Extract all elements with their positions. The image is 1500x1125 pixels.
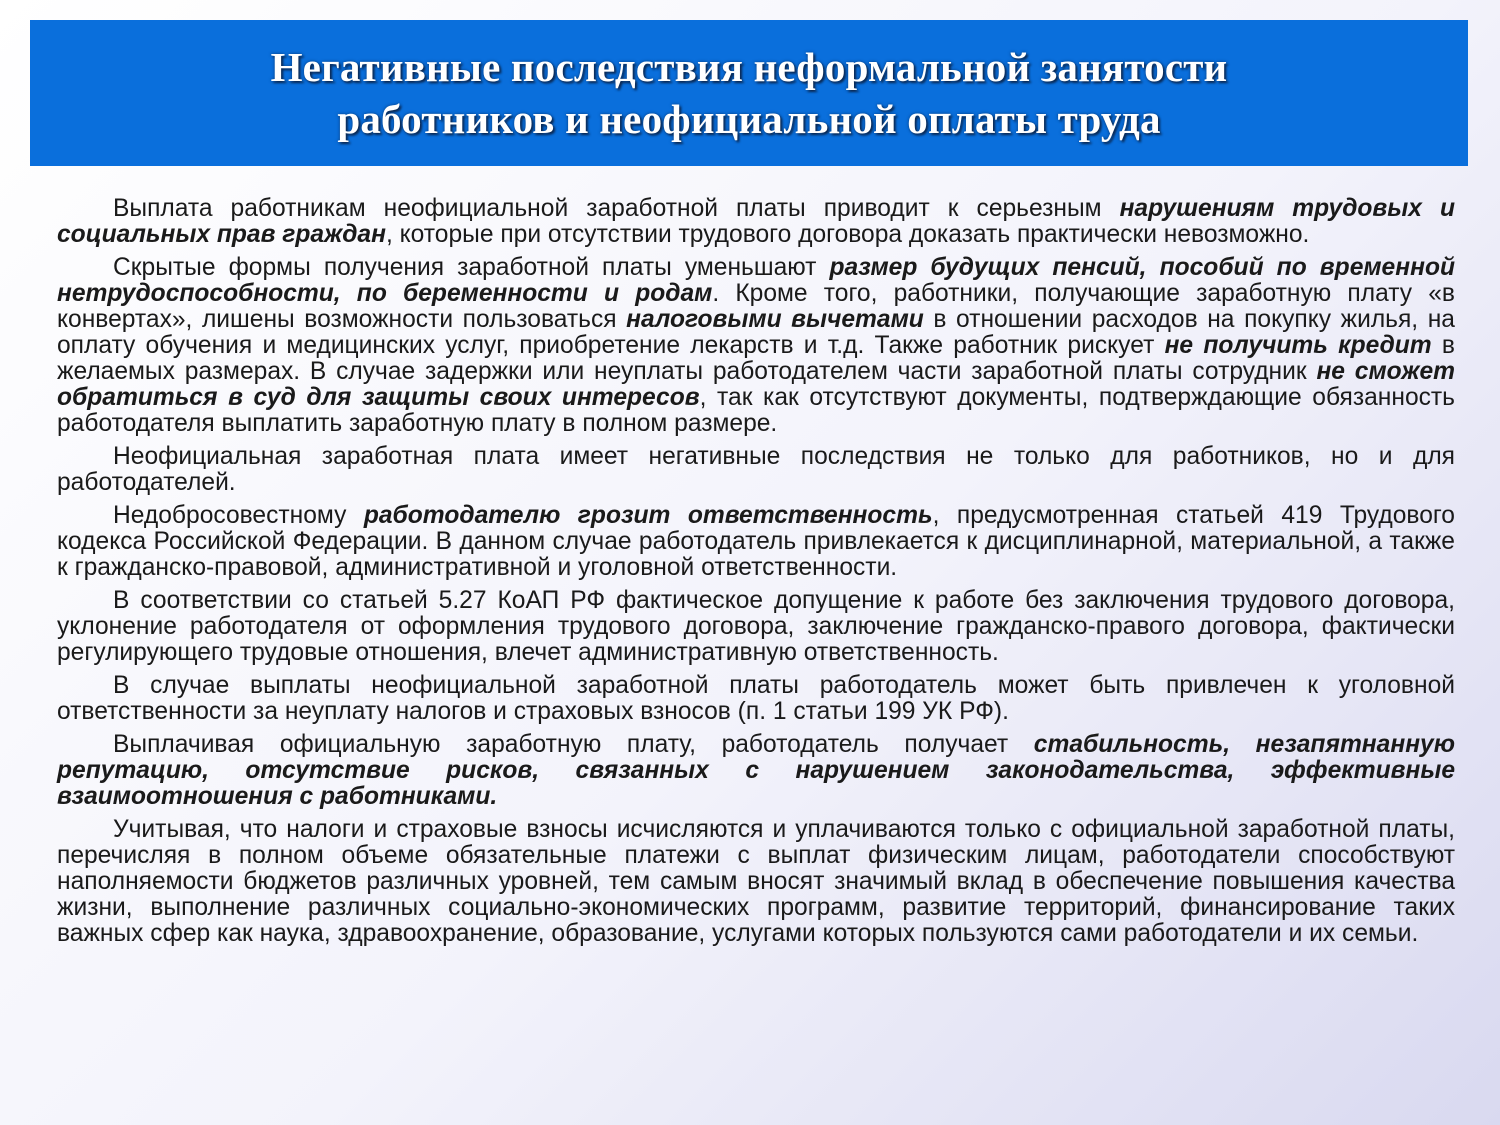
paragraph-text: Неофициальная заработная плата имеет негативные последствия не только для работников, но и для работодателей. — [57, 443, 1455, 496]
title-banner — [30, 20, 1468, 166]
emphasis-text: размер будущих пенсий, пособий по временной нетрудоспособности, по беременности и родам — [57, 254, 1455, 307]
paragraph-text: в отношении расходов на покупку жилья, на оплату обучения и медицинских услуг, приобретение лекарств и т.д. Также работник рискует — [57, 306, 1455, 359]
paragraph-2 — [57, 255, 1455, 437]
paragraph-text: . Кроме того, работники, получающие заработную плату «в конвертах», лишены возможности пользоваться — [57, 280, 1456, 333]
paragraph-text: , так как отсутствуют документы, подтверждающие обязанность работодателя выплатить заработную плату в полном размере. — [57, 384, 1455, 437]
emphasis-text: стабильность, незапятнанную репутацию, отсутствие рисков, связанных с нарушением законодательства, эффективные взаимоотношения с работниками. — [57, 731, 1455, 810]
paragraph-text: , которые при отсутствии трудового договора доказать практически невозможно. — [385, 221, 1310, 248]
paragraph-4 — [57, 503, 1455, 581]
emphasis-text: нарушениям трудовых и социальных прав граждан — [57, 195, 1455, 248]
slide-title — [271, 41, 1228, 145]
slide-title-line-1: Негативные последствия неформальной занятости — [270, 44, 1228, 90]
paragraph-text: , предусмотренная статьей 419 Трудового кодекса Российской Федерации. В данном случае работодатель привлекается к дисциплинарной, материальной, а также к гражданско-правовой, административной и уголовной ответственности. — [57, 502, 1455, 581]
emphasis-text: налоговыми вычетами — [626, 306, 924, 333]
paragraph-text: Выплата работникам неофициальной заработной платы приводит к серьезным — [113, 195, 1120, 222]
paragraph-text: Учитывая, что налоги и страховые взносы исчисляются и уплачиваются только с официальной заработной платы, перечисляя в полном объеме обязательные платежи с выплат физическим лицам, работодатели способствуют наполняемости бюджетов различных уровней, тем самым вносят значимый вклад в обеспечение повышения качества жизни, выполнение различных социально-экономических программ, развитие территорий, финансирование таких важных сфер как наука, здравоохранение, образование, услугами которых пользуются сами работодатели и их семьи. — [57, 816, 1455, 947]
paragraph-text: Недобросовестному — [113, 502, 364, 529]
paragraph-text: Выплачивая официальную заработную плату, работодатель получает — [113, 731, 1034, 758]
emphasis-text: работодателю грозит ответственность — [363, 502, 933, 529]
paragraph-text: В соответствии со статьей 5.27 КоАП РФ фактическое допущение к работе без заключения трудового договора, уклонение работодателя от оформления трудового договора, заключение гражданско-правого договора, фактически регулирующего трудовые отношения, влечет административную ответственность. — [57, 587, 1455, 666]
paragraph-6 — [57, 673, 1455, 725]
body-text — [57, 196, 1455, 954]
paragraph-text: В случае выплаты неофициальной заработной платы работодатель может быть привлечен к уголовной ответственности за неуплату налогов и страховых взносов (п. 1 статьи 199 УК РФ). — [57, 672, 1455, 725]
paragraph-1 — [57, 196, 1455, 248]
paragraph-text: Скрытые формы получения заработной платы уменьшают — [113, 254, 830, 281]
paragraph-8 — [57, 817, 1455, 947]
paragraph-text: в желаемых размерах. В случае задержки или неуплаты работодателем части заработной платы сотрудник — [57, 332, 1455, 385]
paragraph-5 — [57, 588, 1455, 666]
emphasis-text: не сможет обратиться в суд для защиты своих интересов — [57, 358, 1455, 411]
paragraph-7 — [57, 732, 1455, 810]
slide-title-line-2: работников и неофициальной оплаты труда — [337, 96, 1161, 142]
paragraph-3 — [57, 444, 1455, 496]
emphasis-text: не получить кредит — [1164, 332, 1432, 359]
